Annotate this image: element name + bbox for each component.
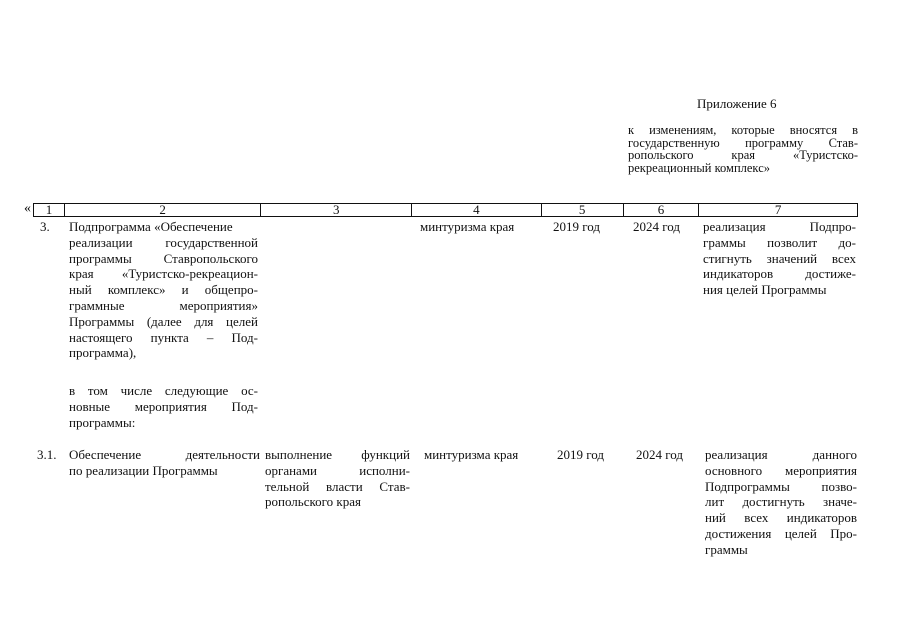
row-3-1-result-line: основного мероприятия — [705, 462, 857, 478]
row-3-result-line: граммы позволит до- — [703, 234, 856, 250]
row-3-executor: минтуризма края — [420, 219, 515, 234]
opening-quote: « — [24, 201, 31, 216]
column-number-1: 1 — [45, 202, 53, 217]
row-3-1-task-line: органами исполни- — [265, 462, 410, 478]
row-3-1-task-line: тельной власти Став- — [265, 478, 410, 494]
row-3-1-result-line: граммы — [705, 541, 748, 557]
row-3-1-name-line: Обеспечение деятельности — [69, 447, 260, 462]
row-3-1-result-line: реализация данного — [705, 447, 857, 462]
appendix-desc-line: ропольского края «Туристско- — [628, 148, 858, 162]
column-number-3: 3 — [260, 204, 411, 216]
appendix-description — [628, 124, 858, 174]
row-3-1-name — [69, 447, 260, 479]
column-number-5: 5 — [541, 204, 623, 216]
row-3-1-end-year: 2024 год — [636, 447, 683, 462]
row-3-1-executor: минтуризма края — [424, 447, 519, 462]
row-3-name-line: граммные мероприятия» — [69, 297, 258, 313]
row-3-result-line: стигнуть значений всех — [703, 250, 856, 266]
row-3-1-task-line: ропольского края — [265, 494, 361, 510]
row-3-name-line: настоящего пункта – Под- — [69, 329, 258, 345]
row-3-1-number: 3.1. — [37, 447, 57, 462]
row-3-1-start-year: 2019 год — [557, 447, 604, 462]
column-number-6: 6 — [623, 204, 699, 216]
column-number-7: 7 — [698, 204, 857, 216]
row-3-start-year: 2019 год — [553, 219, 600, 234]
row-3-name-line: Подпрограмма «Обеспечение — [69, 219, 233, 234]
row-3-result — [703, 219, 856, 298]
row-3-end-year: 2024 год — [633, 219, 680, 234]
row-3-sub-line: программы: — [69, 414, 136, 430]
row-3-1-result-line: достижения целей Про- — [705, 525, 857, 541]
appendix-desc-line: рекреационный комплекс» — [628, 160, 770, 175]
row-3-name-line: Программы (далее для целей — [69, 313, 258, 329]
appendix-desc-line: государственную программу Став- — [628, 135, 858, 150]
row-3-result-line: реализация Подпро- — [703, 219, 856, 234]
row-3-name — [69, 219, 258, 361]
appendix-desc-line: к изменениям, которые вносятся в — [628, 123, 858, 137]
row-3-name-line: ный комплекс» и общепро- — [69, 282, 258, 298]
row-3-1-task — [265, 447, 410, 510]
row-3-1-result-line: ний всех индикаторов — [705, 510, 857, 526]
row-3-1-result — [705, 447, 857, 558]
row-3-number: 3. — [40, 219, 50, 234]
row-3-subitems-intro — [69, 383, 258, 430]
appendix-title: Приложение 6 — [697, 96, 777, 111]
row-3-1-result-line: лит достигнуть значе- — [705, 494, 857, 510]
row-3-name-line: края «Туристско-рекреацион- — [69, 266, 258, 282]
column-number-2: 2 — [64, 204, 261, 216]
row-3-sub-line: в том числе следующие ос- — [69, 383, 258, 398]
column-number-4: 4 — [411, 204, 541, 216]
row-3-name-line: программа), — [69, 345, 137, 361]
row-3-1-task-line: выполнение функций — [265, 447, 410, 462]
row-3-sub-line: новные мероприятия Под- — [69, 398, 258, 414]
row-3-name-line: программы Ставропольского — [69, 250, 258, 266]
row-3-result-line: индикаторов достиже- — [703, 266, 856, 282]
row-3-name-line: реализации государственной — [69, 234, 258, 250]
row-3-1-result-line: Подпрограммы позво- — [705, 478, 857, 494]
row-3-1-name-line: по реализации Программы — [69, 462, 218, 478]
table-header-row — [33, 203, 858, 217]
row-3-result-line: ния целей Программы — [703, 282, 827, 298]
